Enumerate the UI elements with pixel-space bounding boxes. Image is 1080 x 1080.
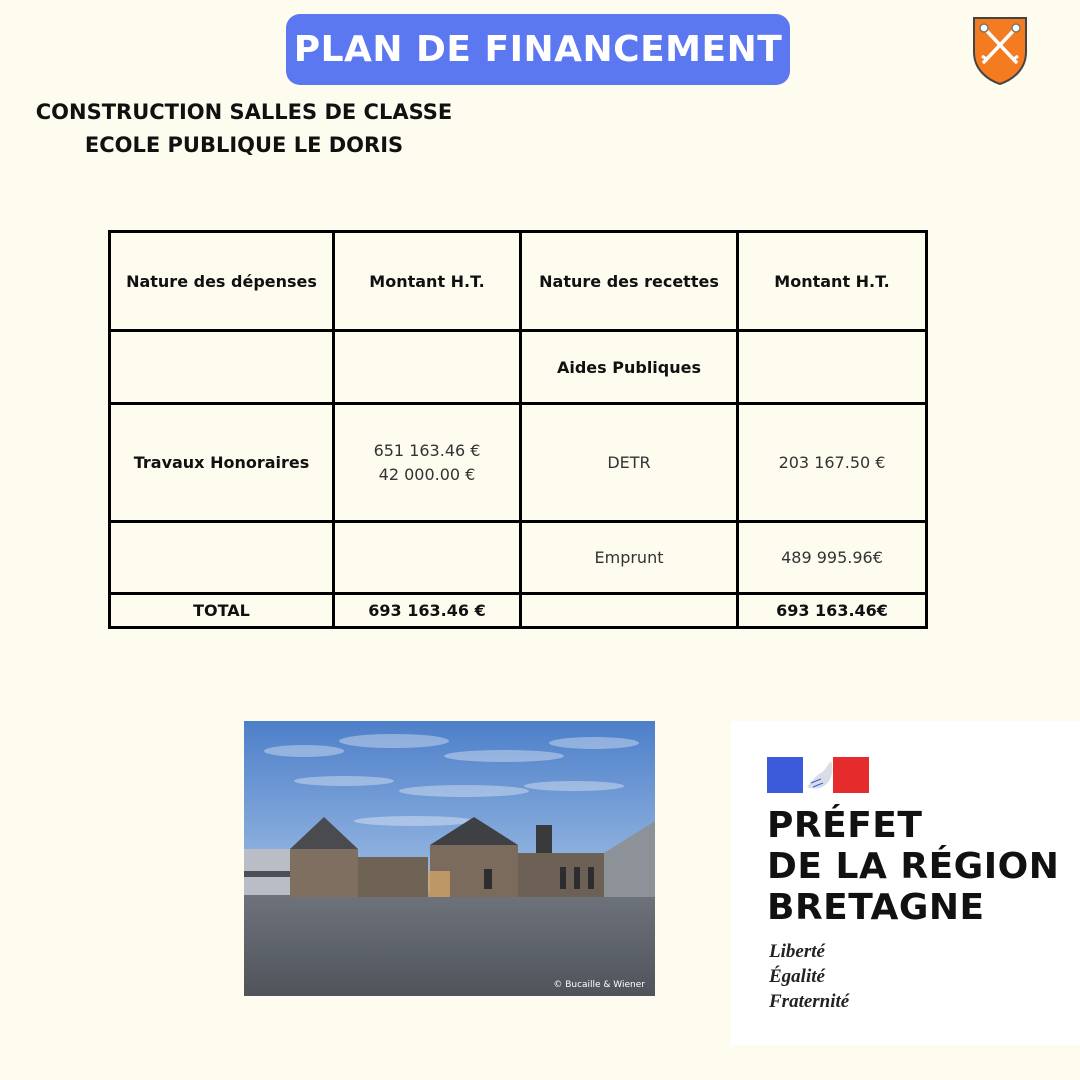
empty-cell — [521, 594, 738, 628]
marianne-flag-icon — [767, 757, 869, 797]
prefecture-logo — [731, 721, 1080, 1045]
detr-amount-cell: 203 167.50 € — [738, 404, 927, 522]
project-subtitle — [28, 96, 460, 162]
prefecture-line-2: DE LA RÉGION — [767, 846, 1060, 887]
motto-fraternite: Fraternité — [769, 991, 850, 1012]
subtitle-line-1: CONSTRUCTION SALLES DE CLASSE — [35, 100, 453, 124]
expense-amount-travaux: 651 163.46 € — [373, 440, 481, 460]
page-title-text: PLAN DE FINANCEMENT — [293, 29, 783, 70]
empty-cell — [334, 522, 521, 594]
page-title — [286, 14, 790, 85]
total-expenses-cell: 693 163.46 € — [334, 594, 521, 628]
prefecture-line-1: PRÉFET — [767, 805, 923, 846]
header-nature-depenses: Nature des dépenses — [110, 232, 334, 331]
table-row — [110, 331, 927, 404]
expense-amount-cell — [334, 404, 521, 522]
expense-amount-honoraires: 42 000.00 € — [378, 464, 476, 484]
keys-crest-icon — [970, 14, 1030, 86]
prefecture-line-3: BRETAGNE — [767, 887, 985, 928]
table-header-row — [110, 232, 927, 331]
header-montant-depenses: Montant H.T. — [334, 232, 521, 331]
photo-credit: © Bucaille & Wiener — [553, 980, 645, 990]
empty-cell — [334, 331, 521, 404]
table-row — [110, 404, 927, 522]
expense-label-cell: Travaux Honoraires — [110, 404, 334, 522]
empty-cell — [110, 331, 334, 404]
prefecture-name — [767, 805, 1059, 928]
financing-table — [108, 230, 928, 629]
emprunt-amount-cell: 489 995.96€ — [738, 522, 927, 594]
school-rendering-image — [244, 721, 655, 996]
table-total-row — [110, 594, 927, 628]
empty-cell — [738, 331, 927, 404]
total-label-cell: TOTAL — [110, 594, 334, 628]
emprunt-label-cell: Emprunt — [521, 522, 738, 594]
table-row — [110, 522, 927, 594]
header-montant-recettes: Montant H.T. — [738, 232, 927, 331]
motto-egalite: Égalité — [769, 966, 825, 987]
republic-motto — [769, 939, 849, 1014]
header-nature-recettes: Nature des recettes — [521, 232, 738, 331]
total-recettes-cell: 693 163.46€ — [738, 594, 927, 628]
subtitle-line-2: ECOLE PUBLIQUE LE DORIS — [84, 133, 404, 157]
aides-publiques-cell: Aides Publiques — [521, 331, 738, 404]
empty-cell — [110, 522, 334, 594]
detr-label-cell: DETR — [521, 404, 738, 522]
motto-liberte: Liberté — [769, 941, 825, 962]
